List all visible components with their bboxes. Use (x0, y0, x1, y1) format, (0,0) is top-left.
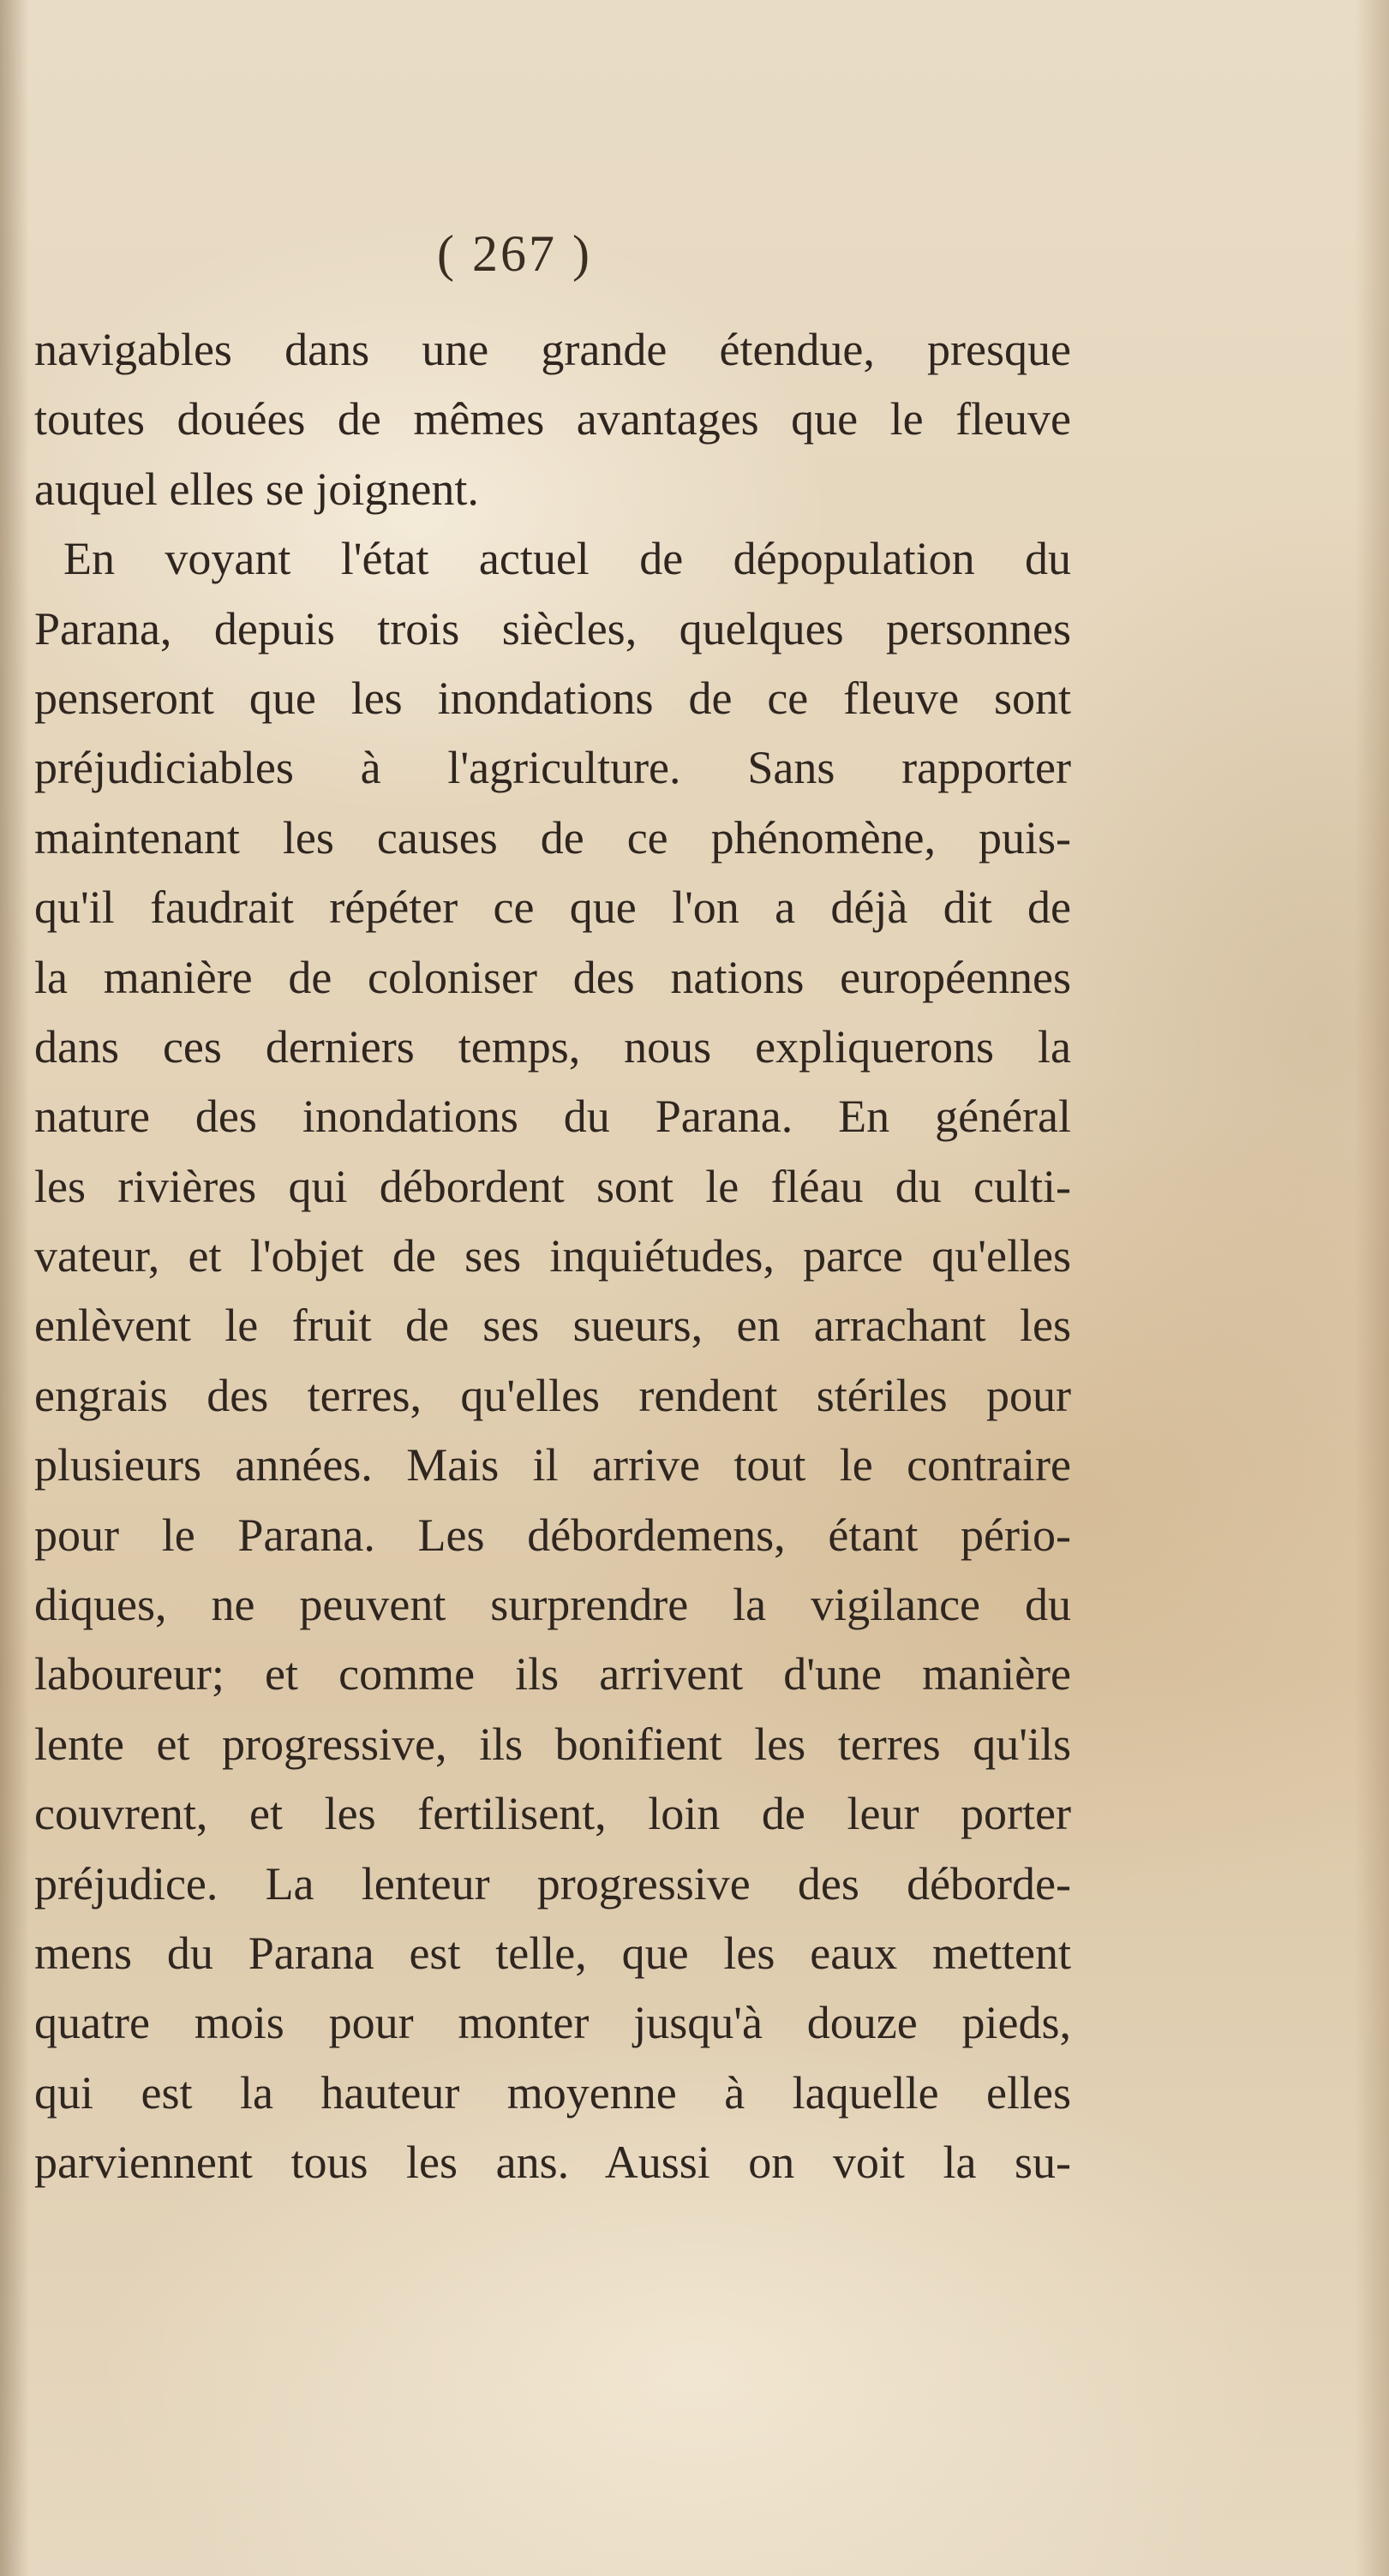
text-line: qui est la hauteur moyenne à laquelle elles (34, 2066, 1071, 2119)
text-line: les rivières qui débordent sont le fléau du culti- (34, 1160, 1071, 1212)
text-line: couvrent, et les fertilisent, loin de leur porter (34, 1788, 1071, 1840)
text-line: penseront que les inondations de ce fleuve sont (34, 672, 1071, 724)
text-line: qu'il faudrait répéter ce que l'on a déjà dit de (34, 882, 1071, 934)
text-line: laboureur; et comme ils arrivent d'une manière (34, 1648, 1071, 1700)
text-line: En voyant l'état actuel de dépopulation du (63, 533, 1071, 585)
page-edge-shadow-left (0, 0, 29, 2576)
text-line: préjudiciables à l'agriculture. Sans rapporter (34, 742, 1071, 794)
page-edge-shadow-right (1355, 0, 1389, 2576)
text-line: Parana, depuis trois siècles, quelques personnes (34, 602, 1071, 654)
page-number: ( 267 ) (437, 225, 592, 282)
text-line: préjudice. La lenteur progressive des déborde- (34, 1857, 1071, 1910)
text-line: navigables dans une grande étendue, presque (34, 324, 1071, 375)
body-text (34, 315, 1071, 2198)
text-line: mens du Parana est telle, que les eaux mettent (34, 1927, 1071, 1979)
text-line: lente et progressive, ils bonifient les terres qu'ils (34, 1718, 1071, 1770)
text-line: engrais des terres, qu'elles rendent stériles pour (34, 1369, 1071, 1421)
text-line: quatre mois pour monter jusqu'à douze pieds, (34, 1997, 1071, 2049)
text-line: nature des inondations du Parana. En général (34, 1091, 1071, 1143)
text-line: enlèvent le fruit de ses sueurs, en arrachant les (34, 1300, 1071, 1352)
text-line: maintenant les causes de ce phénomène, puis- (34, 811, 1071, 864)
text-line: dans ces derniers temps, nous expliquerons la (34, 1020, 1071, 1073)
text-line: parviennent tous les ans. Aussi on voit la su- (34, 2137, 1071, 2189)
text-line: la manière de coloniser des nations européennes (34, 951, 1071, 1003)
text-line: toutes douées de mêmes avantages que le fleuve (34, 393, 1071, 445)
text-line: vateur, et l'objet de ses inquiétudes, parce qu'elles (34, 1230, 1071, 1282)
text-line: plusieurs années. Mais il arrive tout le contraire (34, 1439, 1071, 1491)
text-line: diques, ne peuvent surprendre la vigilance du (34, 1579, 1071, 1631)
text-line: pour le Parana. Les débordemens, étant pério- (34, 1509, 1071, 1561)
text-line: auquel elles se joignent. (34, 463, 479, 515)
